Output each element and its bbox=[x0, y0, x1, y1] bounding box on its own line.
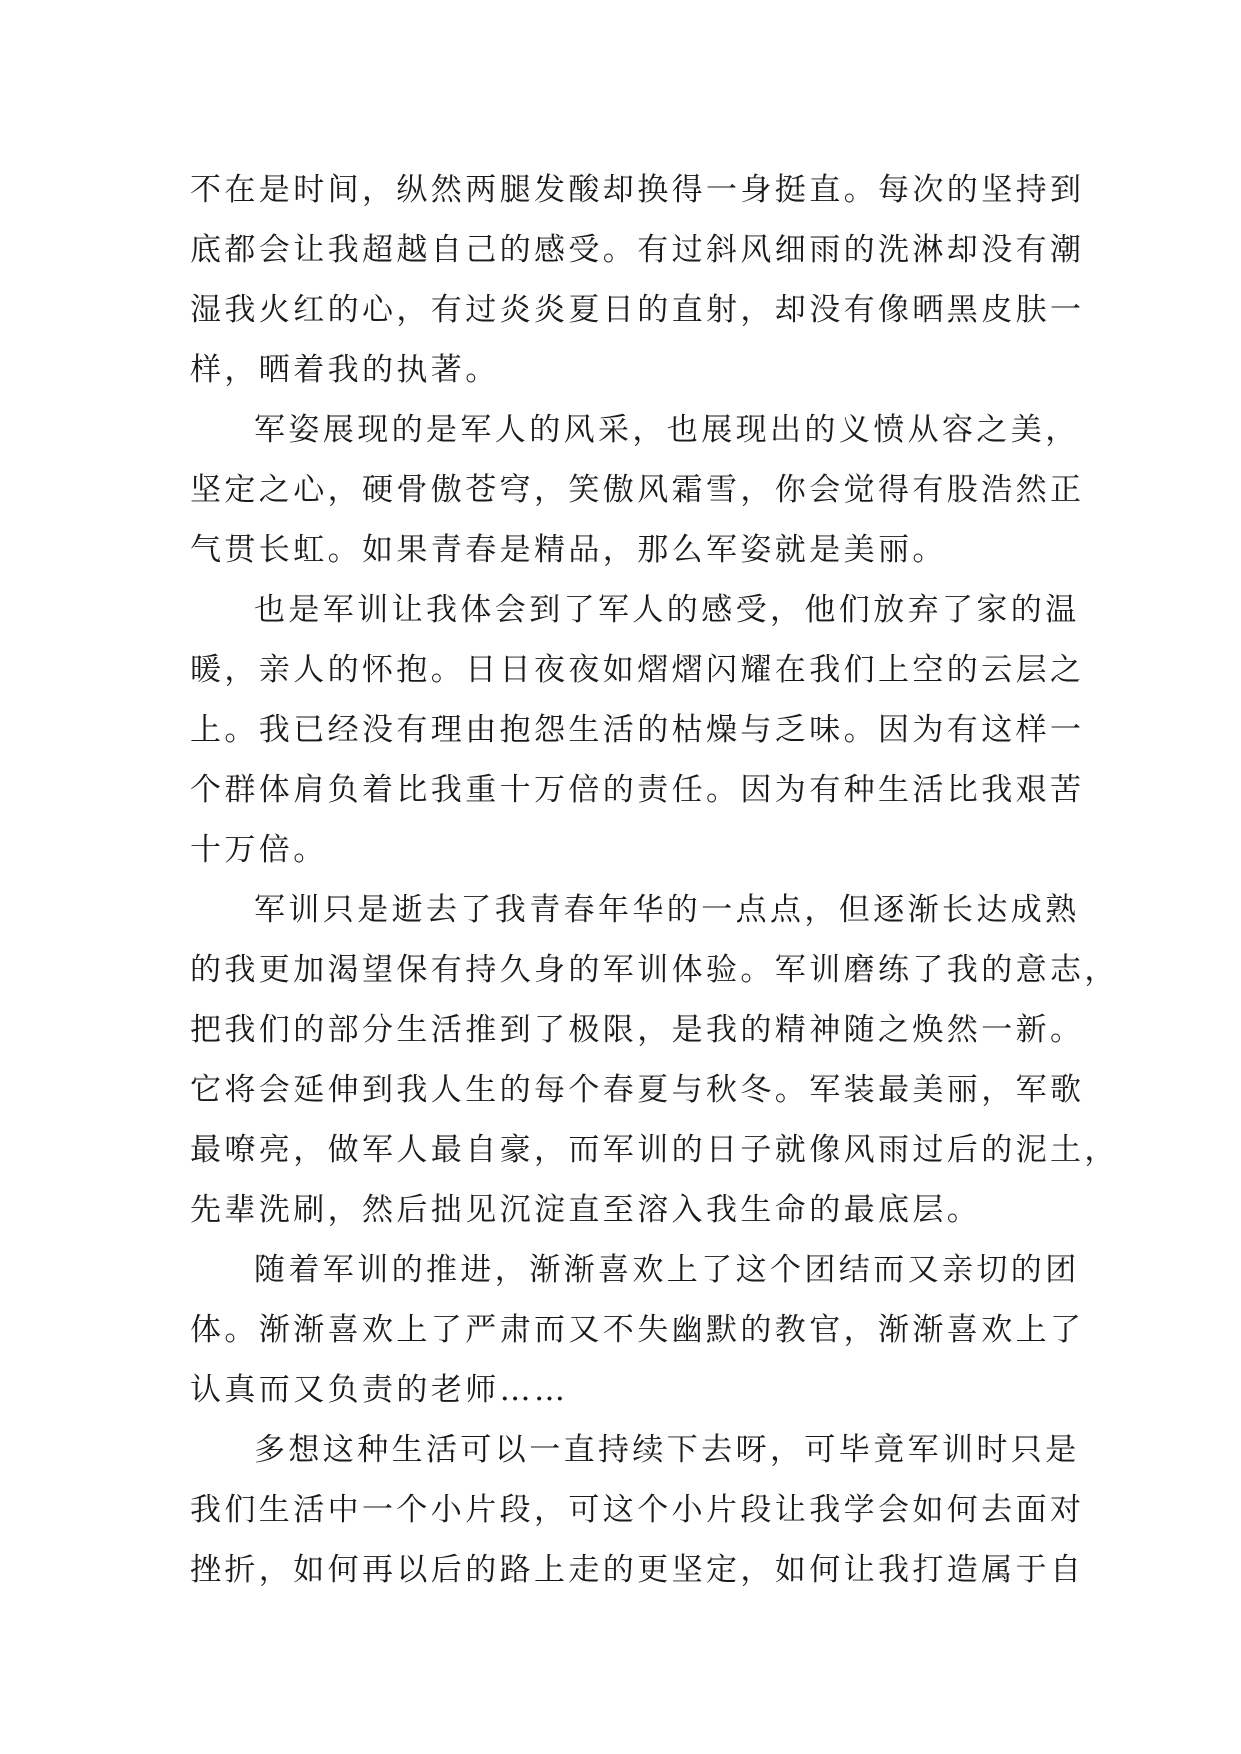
paragraph-first-line: 军训只是逝去了我青春年华的一点点，但逐渐长达成熟 bbox=[254, 892, 1080, 928]
text-line: 上。我已经没有理由抱怨生活的枯燥与乏味。因为有这样一 bbox=[190, 712, 1085, 748]
text-line: 先辈洗刷，然后拙见沉淀直至溶入我生命的最底层。 bbox=[190, 1192, 982, 1228]
text-line: 挫折，如何再以后的路上走的更坚定，如何让我打造属于自 bbox=[190, 1552, 1085, 1588]
text-line: 我们生活中一个小片段，可这个小片段让我学会如何去面对 bbox=[190, 1492, 1085, 1528]
text-line: 暖，亲人的怀抱。日日夜夜如熠熠闪耀在我们上空的云层之 bbox=[190, 652, 1085, 688]
text-line: 不在是时间，纵然两腿发酸却换得一身挺直。每次的坚持到 bbox=[190, 172, 1085, 208]
text-line: 气贯长虹。如果青春是精品，那么军姿就是美丽。 bbox=[190, 532, 947, 568]
paragraph-first-line: 随着军训的推进，渐渐喜欢上了这个团结而又亲切的团 bbox=[254, 1252, 1080, 1288]
text-line: 个群体肩负着比我重十万倍的责任。因为有种生活比我艰苦 bbox=[190, 772, 1085, 808]
text-line: 样，晒着我的执著。 bbox=[190, 352, 500, 388]
document-body bbox=[190, 160, 1119, 1600]
text-line: 把我们的部分生活推到了极限，是我的精神随之焕然一新。 bbox=[190, 1012, 1085, 1048]
text-line: 十万倍。 bbox=[190, 832, 328, 868]
text-line: 坚定之心，硬骨傲苍穹，笑傲风霜雪，你会觉得有股浩然正 bbox=[190, 472, 1085, 508]
text-line: 认真而又负责的老师…… bbox=[190, 1372, 569, 1408]
text-line: 底都会让我超越自己的感受。有过斜风细雨的洗淋却没有潮 bbox=[190, 232, 1085, 268]
text-line: 最嘹亮，做军人最自豪，而军训的日子就像风雨过后的泥土， bbox=[190, 1132, 1119, 1168]
text-line: 体。渐渐喜欢上了严肃而又不失幽默的教官，渐渐喜欢上了 bbox=[190, 1312, 1085, 1348]
paragraph-first-line: 多想这种生活可以一直持续下去呀，可毕竟军训时只是 bbox=[254, 1432, 1080, 1468]
paragraph-first-line: 军姿展现的是军人的风采，也展现出的义愤从容之美， bbox=[254, 412, 1080, 448]
text-line: 湿我火红的心，有过炎炎夏日的直射，却没有像晒黑皮肤一 bbox=[190, 292, 1085, 328]
paragraph-first-line: 也是军训让我体会到了军人的感受，他们放弃了家的温 bbox=[254, 592, 1080, 628]
text-line: 它将会延伸到我人生的每个春夏与秋冬。军装最美丽，军歌 bbox=[190, 1072, 1085, 1108]
text-line: 的我更加渴望保有持久身的军训体验。军训磨练了我的意志， bbox=[190, 952, 1119, 988]
